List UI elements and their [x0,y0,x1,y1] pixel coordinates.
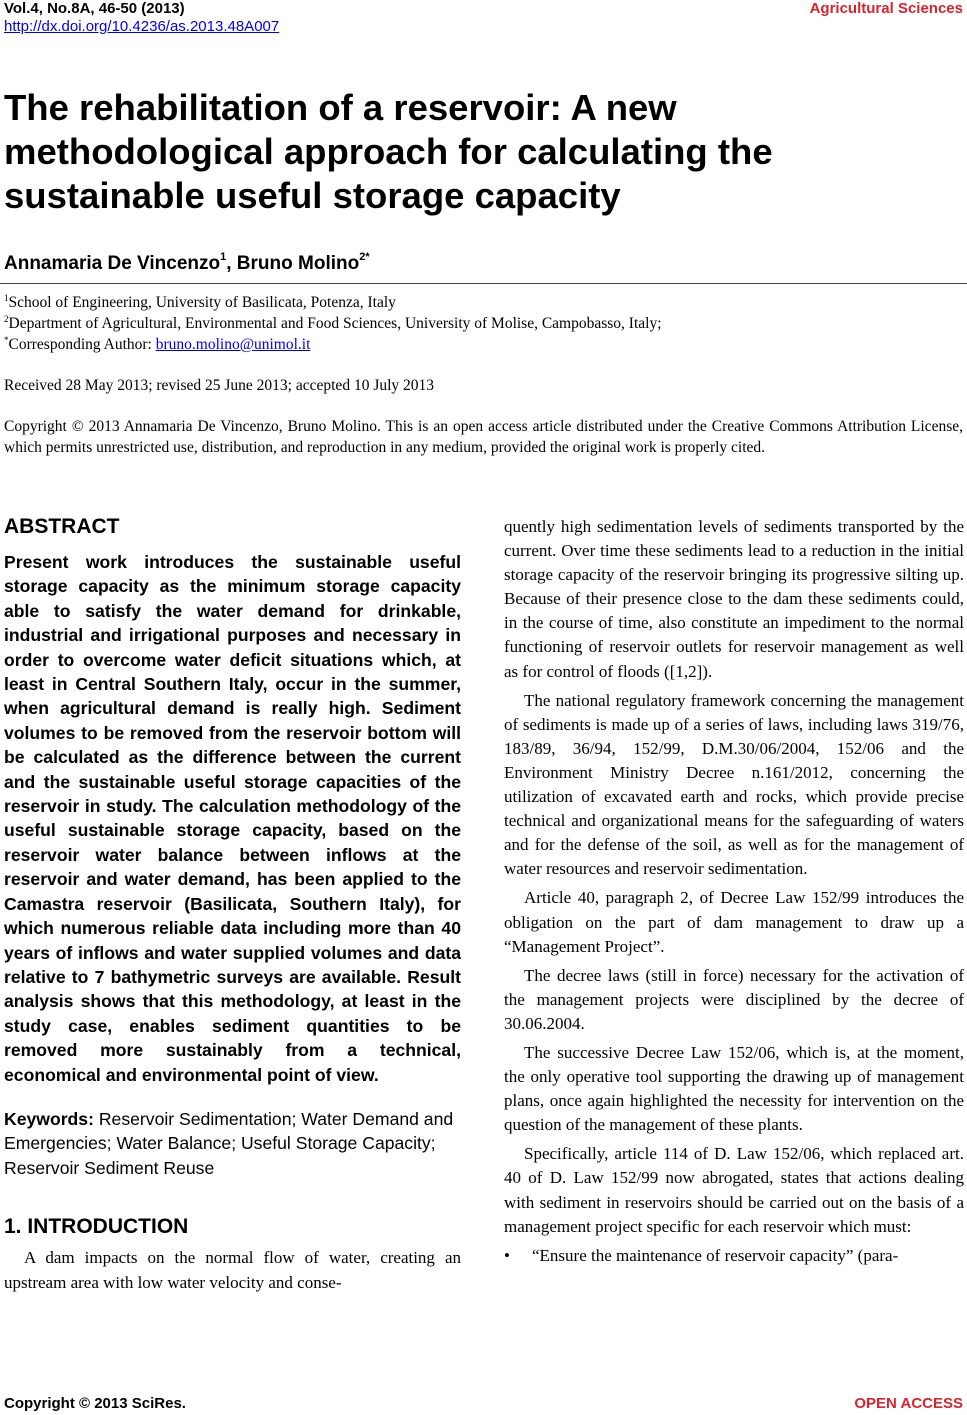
body-paragraph: The decree laws (still in force) necessary for the activation of the management projects were disciplined by the decree of 30.06.2004. [504,965,964,1033]
affiliation-2 [4,314,662,334]
keywords-label: Keywords: [4,1108,99,1129]
bullet-item [504,1244,964,1268]
affiliation-mark: 1 [4,293,9,303]
keywords-text: Reservoir Sedimentation; Water Demand and Emergencies; Water Balance; Useful Storage Capacity; Reservoir Sediment Reuse [4,1108,454,1178]
body-paragraph: Specifically, article 114 of D. Law 152/06, which replaced art. 40 of D. Law 152/99 now abrogated, states that actions dealing with sediment in reservoirs should be carried out on the basis of a management project specific for each reservoir which must: [504,1144,964,1236]
section-heading-introduction: 1. INTRODUCTION [4,1215,189,1239]
journal-name: Agricultural Sciences [809,0,963,17]
bullet-text: “Ensure the maintenance of reservoir capacity” (para- [532,1245,899,1265]
right-column [504,515,964,1268]
author-separator: , [226,253,237,274]
journal-reference: Vol.4, No.8A, 46-50 (2013) [4,0,185,17]
affiliation-text: School of Engineering, University of Basilicata, Potenza, Italy [8,294,396,311]
body-paragraph: The successive Decree Law 152/06, which is, at the moment, the only operative tool supporting the drawing up of management plans, once again highlighted the necessity for intervention on the question of the management of these plants. [504,1042,964,1135]
received-dates: Received 28 May 2013; revised 25 June 2013; accepted 10 July 2013 [4,377,435,394]
affiliation-mark: * [4,335,9,345]
body-paragraph: A dam impacts on the normal flow of water, creating an upstream area with low water velocity and conse- [4,1248,461,1292]
header-divider [0,283,967,284]
author-line [4,252,370,276]
abstract-text: Present work introduces the sustainable useful storage capacity as the minimum storage capacity able to satisfy the water demand for drinkable, industrial and irrigational purposes and necessary in order to overcome water deficit situations which, at least in Central Southern Italy, occur in the summer, when agricultural demand is really high. Sediment volumes to be removed from the reservoir bottom will be calculated as the difference between the current and the sustainable useful storage capacities of the reservoir in study. The calculation methodology of the useful sustainable storage capacity, based on the reservoir water balance between inflows at the reservoir and water demand, has been applied to the Camastra reservoir (Basilicata, Southern Italy), for which numerous reliable data including more than 40 years of inflows and water supplied volumes and data relative to 7 bathymetric surveys are available. Result analysis shows that this methodology, at least in the study case, enables sediment quantities to be removed more sustainably from a technical, economical and environmental point of view. [4,552,461,1085]
keywords [4,1107,461,1180]
author-name: Annamaria De Vincenzo [4,253,221,274]
doi-link[interactable]: http://dx.doi.org/10.4236/as.2013.48A007 [4,18,280,35]
abstract-heading: ABSTRACT [4,515,120,538]
corresponding-author [4,335,310,355]
open-access-badge: OPEN ACCESS [854,1395,963,1412]
author-affiliation-mark: 1 [220,251,227,263]
affiliation-text: Department of Agricultural, Environmental and Food Sciences, University of Molise, Campobasso, Italy; [8,315,662,332]
affiliation-1 [4,293,396,313]
body-paragraph: Article 40, paragraph 2, of Decree Law 152/99 introduces the obligation on the part of dam management to draw up a “Management Project”. [504,888,964,956]
author-affiliation-mark: 2* [359,251,370,263]
copyright-notice: Copyright © 2013 Annamaria De Vincenzo, Bruno Molino. This is an open access article distributed under the Creative Commons Attribution License, which permits unrestricted use, distribution, and reproduction in any medium, provided the original work is properly cited. [4,418,963,456]
affiliation-mark: 2 [4,314,9,324]
body-paragraph: The national regulatory framework concerning the management of sediments is made up of a series of laws, including laws 319/76, 183/89, 36/94, 152/99, D.M.30/06/2004, 152/06 and the Environment Ministry Decree n.161/2012, concerning the utilization of excavated earth and rocks, which provide precise technical and organizational means for the safeguarding of waters and for the defense of the soil, as well as for the management of water resources and reservoir sedimentation. [504,690,964,879]
email-link[interactable]: bruno.molino@unimol.it [155,336,311,353]
bullet-icon: • [504,1245,510,1265]
paper-title: The rehabilitation of a reservoir: A new methodological approach for calculating the sustainable useful storage capacity [4,87,773,216]
author-name: Bruno Molino [236,253,360,274]
footer-copyright: Copyright © 2013 SciRes. [4,1395,186,1412]
left-column [4,514,461,1295]
corresponding-label: Corresponding Author: [8,336,156,353]
body-paragraph: quently high sedimentation levels of sediments transported by the current. Over time these sediments lead to a reduction in the initial storage capacity of the reservoir bringing its progressive silting up. Because of their presence close to the dam these sediments could, in the course of time, also constitute an impediment to the normal functioning of reservoir outlets for reservoir management as well as for control of floods ([1,2]). [504,517,964,681]
